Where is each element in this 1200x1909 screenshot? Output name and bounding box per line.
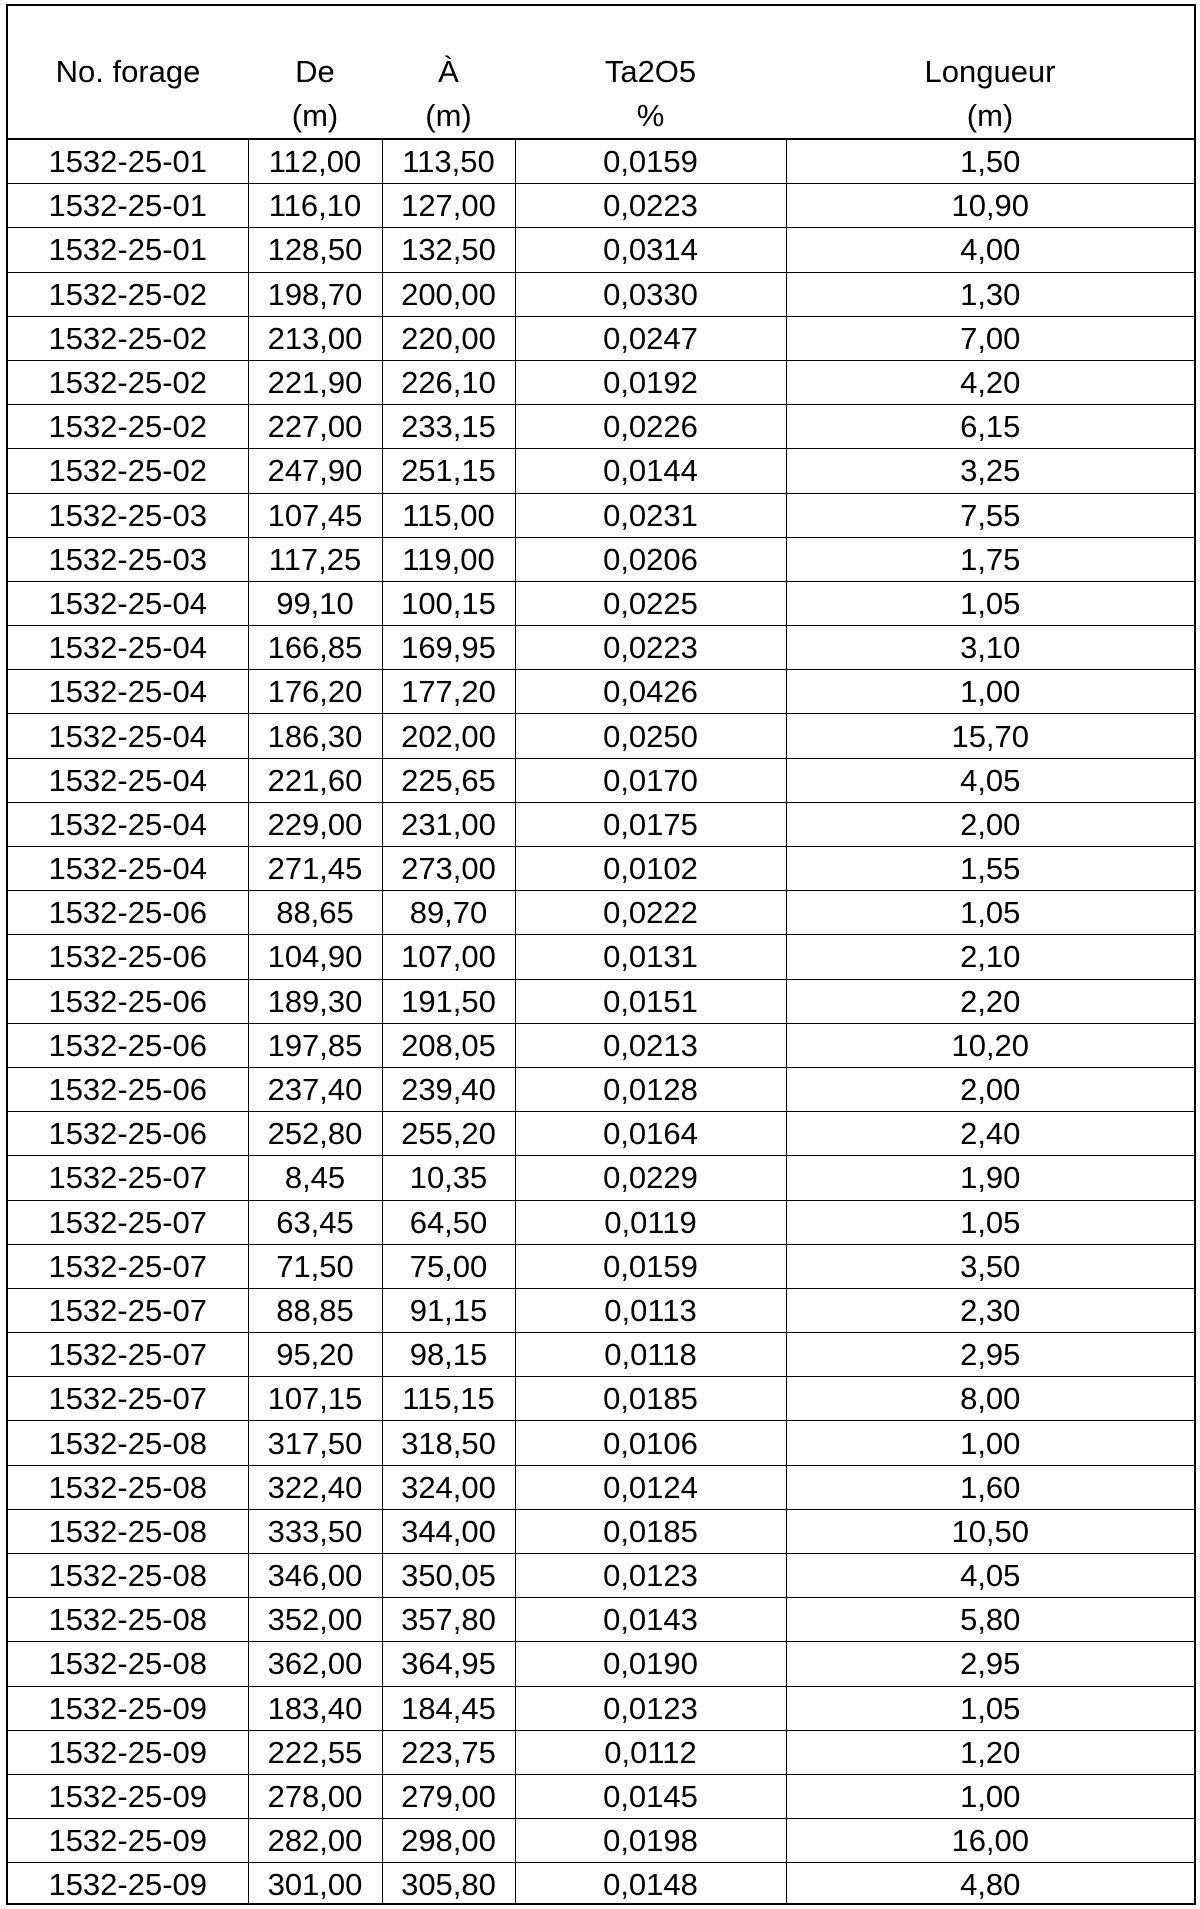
cell-from: 88,65	[248, 891, 382, 935]
table-row	[8, 228, 1194, 272]
cell-to: 10,35	[382, 1156, 515, 1200]
cell-hole-id: 1532-25-07	[8, 1333, 248, 1377]
cell-grade: 0,0159	[515, 1244, 786, 1288]
cell-length: 2,95	[786, 1642, 1194, 1686]
cell-length: 2,30	[786, 1288, 1194, 1332]
cell-to: 350,05	[382, 1554, 515, 1598]
cell-from: 117,25	[248, 537, 382, 581]
cell-to: 200,00	[382, 272, 515, 316]
cell-length: 2,00	[786, 802, 1194, 846]
cell-length: 10,50	[786, 1509, 1194, 1553]
table-row	[8, 405, 1194, 449]
cell-from: 301,00	[248, 1863, 382, 1905]
cell-hole-id: 1532-25-09	[8, 1774, 248, 1818]
table-row	[8, 714, 1194, 758]
cell-grade: 0,0159	[515, 139, 786, 184]
cell-grade: 0,0314	[515, 228, 786, 272]
table-row	[8, 1156, 1194, 1200]
cell-from: 107,15	[248, 1377, 382, 1421]
cell-hole-id: 1532-25-04	[8, 670, 248, 714]
cell-from: 252,80	[248, 1112, 382, 1156]
cell-to: 239,40	[382, 1067, 515, 1111]
cell-from: 229,00	[248, 802, 382, 846]
cell-hole-id: 1532-25-02	[8, 405, 248, 449]
table-row	[8, 316, 1194, 360]
cell-from: 99,10	[248, 581, 382, 625]
cell-hole-id: 1532-25-04	[8, 714, 248, 758]
cell-length: 3,50	[786, 1244, 1194, 1288]
cell-hole-id: 1532-25-06	[8, 891, 248, 935]
cell-to: 225,65	[382, 758, 515, 802]
cell-hole-id: 1532-25-06	[8, 1067, 248, 1111]
cell-from: 271,45	[248, 847, 382, 891]
cell-hole-id: 1532-25-02	[8, 316, 248, 360]
cell-hole-id: 1532-25-07	[8, 1288, 248, 1332]
cell-hole-id: 1532-25-06	[8, 979, 248, 1023]
cell-to: 119,00	[382, 537, 515, 581]
cell-hole-id: 1532-25-04	[8, 626, 248, 670]
cell-hole-id: 1532-25-08	[8, 1509, 248, 1553]
cell-to: 89,70	[382, 891, 515, 935]
cell-grade: 0,0222	[515, 891, 786, 935]
table-body	[8, 139, 1194, 1905]
table-row	[8, 891, 1194, 935]
table-row	[8, 979, 1194, 1023]
cell-to: 115,00	[382, 493, 515, 537]
cell-length: 1,90	[786, 1156, 1194, 1200]
cell-length: 1,30	[786, 272, 1194, 316]
table-row	[8, 1200, 1194, 1244]
table-row	[8, 626, 1194, 670]
cell-grade: 0,0226	[515, 405, 786, 449]
cell-from: 107,45	[248, 493, 382, 537]
table-row	[8, 184, 1194, 228]
header-grade	[515, 6, 786, 139]
table-row	[8, 1421, 1194, 1465]
cell-from: 189,30	[248, 979, 382, 1023]
cell-length: 4,00	[786, 228, 1194, 272]
cell-to: 113,50	[382, 139, 515, 184]
header-unit: %	[636, 98, 665, 133]
cell-to: 177,20	[382, 670, 515, 714]
cell-to: 191,50	[382, 979, 515, 1023]
cell-hole-id: 1532-25-06	[8, 1023, 248, 1067]
cell-grade: 0,0148	[515, 1863, 786, 1905]
header-label: No. forage	[55, 54, 201, 89]
cell-from: 166,85	[248, 626, 382, 670]
header-row	[8, 6, 1194, 139]
cell-to: 305,80	[382, 1863, 515, 1905]
cell-grade: 0,0113	[515, 1288, 786, 1332]
cell-grade: 0,0128	[515, 1067, 786, 1111]
cell-grade: 0,0185	[515, 1377, 786, 1421]
cell-length: 1,05	[786, 1200, 1194, 1244]
cell-length: 2,95	[786, 1333, 1194, 1377]
cell-from: 198,70	[248, 272, 382, 316]
cell-hole-id: 1532-25-09	[8, 1730, 248, 1774]
cell-hole-id: 1532-25-08	[8, 1598, 248, 1642]
cell-from: 222,55	[248, 1730, 382, 1774]
cell-grade: 0,0144	[515, 449, 786, 493]
cell-length: 2,00	[786, 1067, 1194, 1111]
table-row	[8, 1819, 1194, 1863]
cell-grade: 0,0123	[515, 1554, 786, 1598]
table-row	[8, 1067, 1194, 1111]
cell-to: 273,00	[382, 847, 515, 891]
table-row	[8, 360, 1194, 404]
cell-to: 233,15	[382, 405, 515, 449]
cell-from: 317,50	[248, 1421, 382, 1465]
table-row	[8, 670, 1194, 714]
header-unit: (m)	[966, 98, 1014, 133]
cell-grade: 0,0229	[515, 1156, 786, 1200]
cell-grade: 0,0223	[515, 184, 786, 228]
cell-grade: 0,0112	[515, 1730, 786, 1774]
cell-to: 220,00	[382, 316, 515, 360]
cell-from: 88,85	[248, 1288, 382, 1332]
cell-to: 91,15	[382, 1288, 515, 1332]
header-label: Ta2O5	[604, 54, 697, 89]
cell-to: 98,15	[382, 1333, 515, 1377]
cell-grade: 0,0102	[515, 847, 786, 891]
cell-length: 10,20	[786, 1023, 1194, 1067]
cell-from: 322,40	[248, 1465, 382, 1509]
cell-from: 333,50	[248, 1509, 382, 1553]
cell-length: 15,70	[786, 714, 1194, 758]
header-label: À	[438, 54, 459, 89]
cell-hole-id: 1532-25-07	[8, 1244, 248, 1288]
header-unit: (m)	[291, 98, 339, 133]
cell-grade: 0,0192	[515, 360, 786, 404]
cell-to: 127,00	[382, 184, 515, 228]
table-row	[8, 1333, 1194, 1377]
cell-to: 344,00	[382, 1509, 515, 1553]
cell-hole-id: 1532-25-09	[8, 1686, 248, 1730]
table-row	[8, 1509, 1194, 1553]
header-unit: (m)	[425, 98, 472, 133]
cell-hole-id: 1532-25-04	[8, 802, 248, 846]
cell-grade: 0,0170	[515, 758, 786, 802]
cell-to: 132,50	[382, 228, 515, 272]
drill-results-table	[8, 6, 1194, 1905]
table-row	[8, 758, 1194, 802]
cell-length: 2,20	[786, 979, 1194, 1023]
cell-grade: 0,0250	[515, 714, 786, 758]
cell-length: 1,55	[786, 847, 1194, 891]
cell-grade: 0,0143	[515, 1598, 786, 1642]
cell-to: 100,15	[382, 581, 515, 625]
table-row	[8, 1730, 1194, 1774]
header-label: De	[295, 54, 335, 89]
cell-from: 221,60	[248, 758, 382, 802]
table-row	[8, 1598, 1194, 1642]
cell-length: 3,25	[786, 449, 1194, 493]
cell-hole-id: 1532-25-08	[8, 1642, 248, 1686]
cell-to: 202,00	[382, 714, 515, 758]
cell-from: 197,85	[248, 1023, 382, 1067]
cell-grade: 0,0330	[515, 272, 786, 316]
cell-grade: 0,0223	[515, 626, 786, 670]
cell-hole-id: 1532-25-03	[8, 493, 248, 537]
cell-hole-id: 1532-25-07	[8, 1200, 248, 1244]
cell-from: 282,00	[248, 1819, 382, 1863]
cell-to: 231,00	[382, 802, 515, 846]
table-row	[8, 1642, 1194, 1686]
cell-length: 1,20	[786, 1730, 1194, 1774]
table-row	[8, 802, 1194, 846]
cell-grade: 0,0131	[515, 935, 786, 979]
header-to	[382, 6, 515, 139]
cell-from: 352,00	[248, 1598, 382, 1642]
cell-length: 1,00	[786, 1421, 1194, 1465]
cell-from: 104,90	[248, 935, 382, 979]
cell-from: 186,30	[248, 714, 382, 758]
header-hole-id	[8, 6, 248, 139]
header-length	[786, 6, 1194, 139]
cell-from: 71,50	[248, 1244, 382, 1288]
table-row	[8, 1023, 1194, 1067]
cell-hole-id: 1532-25-06	[8, 935, 248, 979]
cell-to: 107,00	[382, 935, 515, 979]
cell-to: 184,45	[382, 1686, 515, 1730]
cell-hole-id: 1532-25-02	[8, 272, 248, 316]
cell-grade: 0,0124	[515, 1465, 786, 1509]
cell-grade: 0,0231	[515, 493, 786, 537]
cell-hole-id: 1532-25-04	[8, 847, 248, 891]
cell-from: 112,00	[248, 139, 382, 184]
table-row	[8, 935, 1194, 979]
cell-hole-id: 1532-25-01	[8, 228, 248, 272]
table-row	[8, 1554, 1194, 1598]
table-row	[8, 493, 1194, 537]
cell-from: 128,50	[248, 228, 382, 272]
cell-hole-id: 1532-25-07	[8, 1156, 248, 1200]
header-from	[248, 6, 382, 139]
cell-grade: 0,0213	[515, 1023, 786, 1067]
table-row	[8, 1288, 1194, 1332]
cell-from: 227,00	[248, 405, 382, 449]
cell-grade: 0,0198	[515, 1819, 786, 1863]
cell-hole-id: 1532-25-04	[8, 758, 248, 802]
cell-hole-id: 1532-25-09	[8, 1863, 248, 1905]
cell-from: 237,40	[248, 1067, 382, 1111]
table-row	[8, 1112, 1194, 1156]
cell-length: 10,90	[786, 184, 1194, 228]
cell-grade: 0,0225	[515, 581, 786, 625]
cell-length: 1,75	[786, 537, 1194, 581]
cell-length: 1,05	[786, 581, 1194, 625]
table-row	[8, 272, 1194, 316]
cell-hole-id: 1532-25-02	[8, 360, 248, 404]
cell-grade: 0,0247	[515, 316, 786, 360]
cell-grade: 0,0123	[515, 1686, 786, 1730]
cell-length: 1,60	[786, 1465, 1194, 1509]
cell-grade: 0,0206	[515, 537, 786, 581]
cell-length: 1,50	[786, 139, 1194, 184]
cell-from: 278,00	[248, 1774, 382, 1818]
cell-length: 1,05	[786, 891, 1194, 935]
cell-hole-id: 1532-25-08	[8, 1554, 248, 1598]
cell-length: 2,10	[786, 935, 1194, 979]
cell-length: 4,20	[786, 360, 1194, 404]
cell-to: 64,50	[382, 1200, 515, 1244]
cell-to: 298,00	[382, 1819, 515, 1863]
table-row	[8, 139, 1194, 184]
table-row	[8, 1465, 1194, 1509]
cell-to: 255,20	[382, 1112, 515, 1156]
cell-to: 364,95	[382, 1642, 515, 1686]
table-row	[8, 1377, 1194, 1421]
cell-to: 115,15	[382, 1377, 515, 1421]
cell-length: 1,00	[786, 1774, 1194, 1818]
cell-length: 7,55	[786, 493, 1194, 537]
cell-length: 5,80	[786, 1598, 1194, 1642]
cell-hole-id: 1532-25-08	[8, 1465, 248, 1509]
cell-length: 1,00	[786, 670, 1194, 714]
table-row	[8, 449, 1194, 493]
drill-results-sheet	[6, 4, 1196, 1905]
cell-from: 116,10	[248, 184, 382, 228]
cell-grade: 0,0145	[515, 1774, 786, 1818]
cell-grade: 0,0151	[515, 979, 786, 1023]
cell-from: 221,90	[248, 360, 382, 404]
cell-hole-id: 1532-25-06	[8, 1112, 248, 1156]
cell-from: 63,45	[248, 1200, 382, 1244]
cell-to: 318,50	[382, 1421, 515, 1465]
table-row	[8, 581, 1194, 625]
cell-grade: 0,0119	[515, 1200, 786, 1244]
cell-grade: 0,0118	[515, 1333, 786, 1377]
table-row	[8, 537, 1194, 581]
cell-length: 4,05	[786, 1554, 1194, 1598]
cell-hole-id: 1532-25-02	[8, 449, 248, 493]
cell-length: 7,00	[786, 316, 1194, 360]
cell-to: 357,80	[382, 1598, 515, 1642]
cell-hole-id: 1532-25-09	[8, 1819, 248, 1863]
cell-length: 6,15	[786, 405, 1194, 449]
cell-hole-id: 1532-25-08	[8, 1421, 248, 1465]
cell-length: 8,00	[786, 1377, 1194, 1421]
cell-hole-id: 1532-25-07	[8, 1377, 248, 1421]
cell-from: 213,00	[248, 316, 382, 360]
header-label: Longueur	[924, 54, 1056, 89]
cell-to: 251,15	[382, 449, 515, 493]
cell-grade: 0,0175	[515, 802, 786, 846]
cell-grade: 0,0185	[515, 1509, 786, 1553]
cell-from: 95,20	[248, 1333, 382, 1377]
cell-to: 169,95	[382, 626, 515, 670]
table-row	[8, 1774, 1194, 1818]
cell-length: 4,80	[960, 1867, 1021, 1903]
cell-length: 16,00	[786, 1819, 1194, 1863]
cell-grade: 0,0164	[515, 1112, 786, 1156]
cell-from: 183,40	[248, 1686, 382, 1730]
cell-from: 176,20	[248, 670, 382, 714]
cell-grade: 0,0426	[515, 670, 786, 714]
cell-from: 247,90	[248, 449, 382, 493]
table-row	[8, 1863, 1194, 1905]
cell-grade: 0,0106	[515, 1421, 786, 1465]
cell-from: 346,00	[248, 1554, 382, 1598]
cell-to: 208,05	[382, 1023, 515, 1067]
cell-hole-id: 1532-25-03	[8, 537, 248, 581]
cell-length: 2,40	[786, 1112, 1194, 1156]
cell-hole-id: 1532-25-01	[8, 184, 248, 228]
table-header	[8, 6, 1194, 139]
cell-hole-id: 1532-25-01	[8, 139, 248, 184]
cell-to: 324,00	[382, 1465, 515, 1509]
cell-from: 362,00	[248, 1642, 382, 1686]
table-row	[8, 847, 1194, 891]
cell-from: 8,45	[248, 1156, 382, 1200]
table-row	[8, 1686, 1194, 1730]
table-row	[8, 1244, 1194, 1288]
cell-length: 4,05	[786, 758, 1194, 802]
cell-to: 279,00	[382, 1774, 515, 1818]
cell-length: 1,05	[786, 1686, 1194, 1730]
cell-grade: 0,0190	[515, 1642, 786, 1686]
cell-length: 3,10	[786, 626, 1194, 670]
cell-to: 223,75	[382, 1730, 515, 1774]
cell-to: 226,10	[382, 360, 515, 404]
cell-hole-id: 1532-25-04	[8, 581, 248, 625]
cell-to: 75,00	[382, 1244, 515, 1288]
